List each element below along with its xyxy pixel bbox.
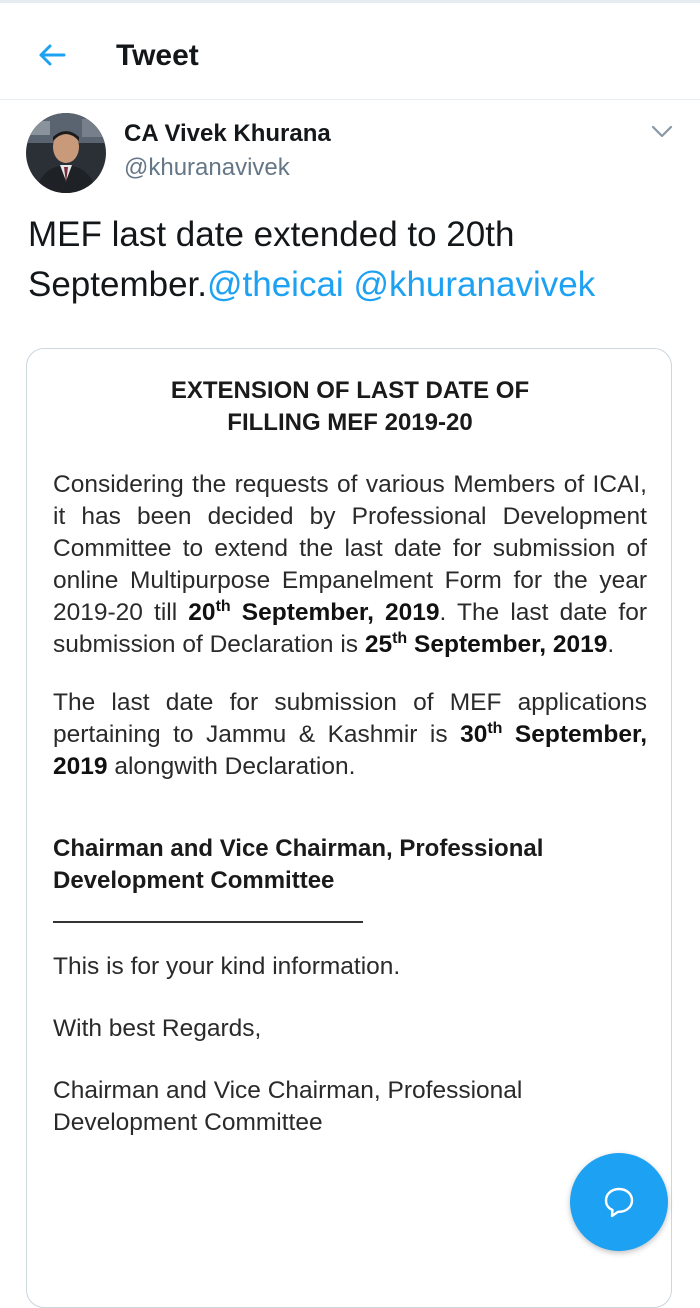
author-name[interactable]: CA Vivek Khurana bbox=[124, 120, 331, 147]
para1-day-1: 20 bbox=[188, 599, 216, 626]
mention-link-khuranavivek[interactable]: @khuranavivek bbox=[353, 265, 596, 304]
top-app-bar bbox=[0, 0, 700, 100]
para2-text-b: alongwith Declaration. bbox=[107, 753, 356, 780]
footer-line-2: Development Committee bbox=[53, 1109, 323, 1136]
notice-title bbox=[53, 375, 647, 439]
para2-text-a: The last date for submission of MEF applications pertaining to Jammu & Kashmir is bbox=[53, 689, 647, 748]
page-title: Tweet bbox=[116, 39, 199, 72]
notice-paragraph-2 bbox=[53, 687, 647, 783]
tweet-options-button[interactable] bbox=[648, 120, 676, 144]
signature-divider bbox=[53, 921, 363, 923]
info-text: This is for your kind information. bbox=[53, 953, 401, 980]
reply-bubble-icon bbox=[601, 1184, 637, 1220]
para1-sup-1: th bbox=[215, 597, 231, 615]
para2-sup: th bbox=[487, 719, 503, 737]
author-handle[interactable]: @khuranavivek bbox=[124, 154, 290, 181]
signature-line-2: Development Committee bbox=[53, 867, 335, 894]
tweet-text-line-2 bbox=[28, 260, 678, 310]
back-button[interactable] bbox=[30, 33, 74, 77]
footer-signature bbox=[53, 1075, 647, 1139]
chevron-down-icon bbox=[651, 125, 673, 139]
tweet-text-prefix: September. bbox=[28, 265, 207, 304]
signature-block bbox=[53, 833, 647, 897]
author-photo bbox=[26, 113, 106, 193]
para1-sup-2: th bbox=[392, 629, 408, 647]
para1-date-2 bbox=[365, 631, 608, 658]
tweet-image-card[interactable] bbox=[26, 348, 672, 1308]
reply-fab[interactable] bbox=[570, 1153, 668, 1251]
regards-text: With best Regards, bbox=[53, 1015, 262, 1042]
para2-day: 30 bbox=[460, 721, 488, 748]
notice-document bbox=[53, 375, 647, 1139]
para1-month-1: September, 2019 bbox=[230, 599, 440, 626]
notice-title-line-1: EXTENSION OF LAST DATE OF bbox=[170, 377, 530, 404]
para1-month-2: September, 2019 bbox=[407, 631, 608, 658]
para1-text-c: . bbox=[607, 631, 615, 658]
mention-link-theicai[interactable]: @theicai bbox=[207, 265, 344, 304]
footer-line-1: Chairman and Vice Chairman, Professional bbox=[53, 1077, 523, 1104]
notice-paragraph-1 bbox=[53, 469, 647, 661]
signature-line-1: Chairman and Vice Chairman, Professional bbox=[53, 835, 544, 862]
para1-date-1 bbox=[188, 599, 439, 626]
tweet-text bbox=[28, 210, 678, 310]
tweet-text-line-1: MEF last date extended to 20th bbox=[28, 215, 515, 254]
avatar[interactable] bbox=[26, 113, 106, 193]
notice-title-line-2: FILLING MEF 2019-20 bbox=[227, 409, 473, 436]
arrow-left-icon bbox=[37, 43, 67, 67]
para2-month: September, 2019 bbox=[53, 721, 648, 780]
para1-text-b: . The last date for submission of Declaration is bbox=[53, 599, 647, 658]
para1-text-a: Considering the requests of various Members of ICAI, it has been decided by Professional Development Committee to extend the last date for submission of online Multipurpose Empanelment Form for the year 2019-20 till bbox=[53, 471, 647, 626]
para1-day-2: 25 bbox=[364, 631, 393, 658]
